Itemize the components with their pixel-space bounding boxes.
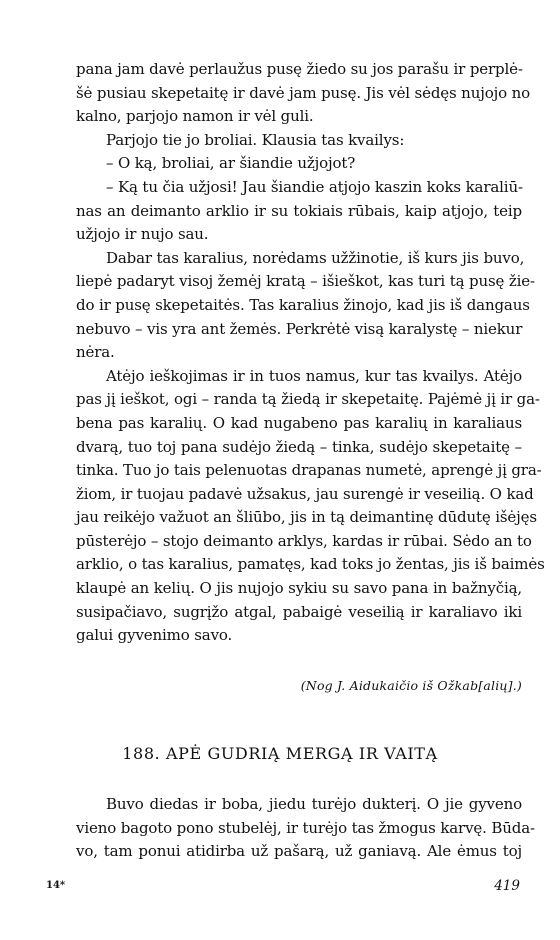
text-line: Atėjo ieškojimas ir in tuos namus, kur tas kvailys. Atėjo xyxy=(106,366,522,385)
text-line: vo, tam ponui atidirba už pašarą, už ganiavą. Ale ėmus toj xyxy=(76,842,522,861)
text-line: pas jį ieškot, ogi – randa tą žiedą ir skepetaitę. Pajėmė jį ir ga- xyxy=(76,390,540,409)
text-line: pana jam davė perlaužus pusę žiedo su jos parašu ir perplė- xyxy=(76,60,523,78)
paragraph xyxy=(46,365,545,648)
text-line: do ir pusę skepetaitės. Tas karalius žinojo, kad jis iš dangaus xyxy=(76,295,530,314)
text-line: nėra. xyxy=(76,343,115,362)
source-note: (Nog J. Aidukaičio iš Ožkab[alių].) xyxy=(300,678,522,693)
text-line: susipačiavo, sugrįžo atgal, pabaigė veseilią ir karaliavo iki xyxy=(76,602,522,621)
text-line: Dabar tas karalius, norėdams užžinotie, iš kurs jis buvo, xyxy=(106,248,525,267)
text-line: arklio, o tas karalius, pamatęs, kad toks jo žentas, jis iš baimės xyxy=(76,555,545,574)
main-text xyxy=(46,58,545,648)
text-line: nebuvo – vis yra ant žemės. Perkrėtė visą karalystę – niekur xyxy=(76,319,523,338)
section-text xyxy=(46,793,535,864)
text-line: – O ką, broliai, ar šiandie užjojot? xyxy=(106,154,356,173)
text-line: vieno bagoto pono stubelėj, ir turėjo tas žmogus karvę. Būda- xyxy=(76,818,535,837)
paragraph xyxy=(46,176,522,247)
text-line: liepė padaryt visoj žemėj kratą – išieškot, kas turi tą pusę žie- xyxy=(76,272,535,291)
text-line: pūsterėjo – stojo deimanto arklys, kardas ir rūbai. Sėdo an to xyxy=(76,531,532,550)
text-line: jau reikėjo važuot an šliūbo, jis in tą deimantinę dūdutę išėjęs xyxy=(76,508,537,527)
text-line: žiom, ir tuojau padavė užsakus, jau surengė ir veseilią. O kad xyxy=(76,484,534,503)
text-line: bena pas karalių. O kad nugabeno pas karalių in karaliaus xyxy=(76,413,522,432)
text-line: užjojo ir nujo sau. xyxy=(76,225,209,244)
text-line: tinka. Tuo jo tais pelenuotas drapanas numetė, aprengė jį gra- xyxy=(76,461,542,480)
text-line: – Ką tu čia užjosi! Jau šiandie atjojo kaszin koks karaliū- xyxy=(106,177,523,196)
text-line: nas an deimanto arklio ir su tokiais rūbais, kaip atjojo, teip xyxy=(76,201,522,220)
paragraph xyxy=(46,129,522,153)
text-line: Buvo diedas ir boba, jiedu turėjo dukterį. O jie gyveno xyxy=(106,795,522,813)
text-line: klaupė an kelių. O jis nujojo sykiu su savo pana in bažnyčią, xyxy=(76,579,522,598)
section-heading: 188. APĖ GUDRIĄ MERGĄ IR VAITĄ xyxy=(122,744,438,763)
paragraph xyxy=(46,247,535,365)
page-number: 419 xyxy=(494,878,520,894)
text-line: kalno, parjojo namon ir vėl guli. xyxy=(76,107,314,126)
text-line: galui gyvenimo savo. xyxy=(76,626,233,645)
paragraph xyxy=(46,152,522,176)
text-line: šė pusiau skepetaitę ir davė jam pusę. Jis vėl sėdęs nujojo no xyxy=(76,83,530,102)
text-line: Parjojo tie jo broliai. Klausia tas kvailys: xyxy=(106,130,405,149)
signature-mark: 14* xyxy=(46,880,66,891)
text-line: dvarą, tuo toj pana sudėjo žiedą – tinka, sudėjo skepetaitę – xyxy=(76,437,522,456)
paragraph xyxy=(46,58,530,129)
